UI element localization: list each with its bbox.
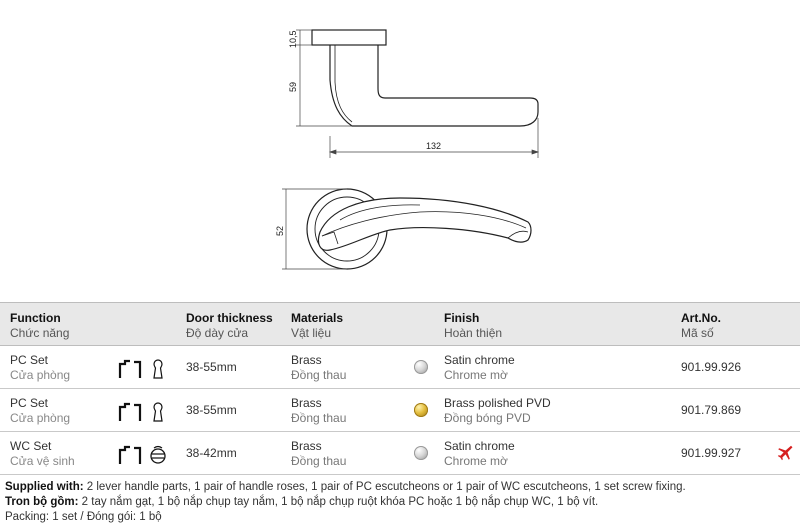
header-door	[186, 311, 273, 341]
finish-en: Brass polished PVD	[444, 396, 551, 410]
notes	[5, 480, 800, 525]
row-material	[291, 396, 346, 426]
table-row	[0, 346, 800, 389]
function-en: PC Set	[10, 396, 49, 410]
supplied-with	[5, 480, 800, 495]
finish-vi: Chrome mờ	[444, 368, 508, 382]
row-finish	[444, 396, 551, 426]
material-vi: Đồng thau	[291, 368, 347, 382]
tron-text: 2 tay nắm gạt, 1 bộ nắp chụp tay nắm, 1 bộ nắp chụp ruột khóa PC hoặc 1 bộ nắp chụp WC, 1 bộ vít.	[78, 496, 599, 508]
art-number: 901.79.869	[681, 403, 742, 417]
dim-rose-height: 10,5	[288, 30, 298, 48]
door-thickness: 38-55mm	[186, 403, 237, 417]
table-header	[0, 302, 800, 346]
profile-cylinder-icon	[118, 358, 174, 380]
row-finish	[444, 353, 515, 383]
material-en: Brass	[291, 353, 322, 367]
header-art-en: Art.No.	[681, 311, 721, 325]
tron-bo-gom	[5, 495, 800, 510]
function-en: WC Set	[10, 439, 52, 453]
function-en: PC Set	[10, 353, 49, 367]
dim-rose-diameter: 52	[275, 225, 285, 236]
header-finish-vi: Hoàn thiện	[444, 326, 503, 340]
spec-table	[0, 302, 800, 475]
finish-vi: Chrome mờ	[444, 454, 508, 468]
header-function	[10, 311, 69, 341]
header-finish	[444, 311, 502, 341]
airplane-icon	[776, 444, 794, 462]
door-thickness: 38-42mm	[186, 446, 237, 460]
row-function	[10, 353, 70, 383]
finish-swatch	[414, 360, 428, 374]
supplied-text: 2 lever handle parts, 1 pair of handle roses, 1 pair of PC escutcheons or 1 pair of WC escutcheons, 1 set screw fixing.	[83, 481, 686, 493]
side-view	[312, 30, 538, 126]
packing: Packing: 1 set / Đóng gói: 1 bộ	[5, 511, 162, 523]
row-function	[10, 439, 75, 469]
header-door-vi: Độ dày cửa	[186, 326, 249, 340]
header-function-en: Function	[10, 311, 61, 325]
tron-label: Tron bộ gồm:	[5, 496, 79, 508]
profile-cylinder-icon	[118, 401, 174, 423]
function-vi: Cửa phòng	[10, 368, 71, 382]
function-vi: Cửa phòng	[10, 411, 71, 425]
finish-swatch	[414, 446, 428, 460]
header-door-en: Door thickness	[186, 311, 273, 325]
dim-lever-height: 59	[288, 81, 298, 92]
header-art-vi: Mã số	[681, 326, 714, 340]
material-en: Brass	[291, 439, 322, 453]
art-number: 901.99.926	[681, 360, 742, 374]
header-art	[681, 311, 721, 341]
table-row	[0, 432, 800, 475]
finish-swatch	[414, 403, 428, 417]
row-function	[10, 396, 70, 426]
header-finish-en: Finish	[444, 311, 480, 325]
table-row	[0, 389, 800, 432]
material-vi: Đồng thau	[291, 411, 347, 425]
dim-length: 132	[426, 141, 442, 151]
header-materials	[291, 311, 343, 341]
row-finish	[444, 439, 515, 469]
material-vi: Đồng thau	[291, 454, 347, 468]
function-vi: Cửa vệ sinh	[10, 454, 75, 468]
header-materials-vi: Vật liệu	[291, 326, 332, 340]
header-materials-en: Materials	[291, 311, 344, 325]
supplied-label: Supplied with:	[5, 481, 84, 493]
finish-vi: Đồng bóng PVD	[444, 411, 531, 425]
art-number: 901.99.927	[681, 446, 742, 460]
header-function-vi: Chức năng	[10, 326, 70, 340]
material-en: Brass	[291, 396, 322, 410]
door-thickness: 38-55mm	[186, 360, 237, 374]
wc-turn-icon	[118, 444, 174, 466]
finish-en: Satin chrome	[444, 439, 515, 453]
row-material	[291, 439, 346, 469]
front-view	[307, 189, 531, 269]
row-material	[291, 353, 346, 383]
finish-en: Satin chrome	[444, 353, 515, 367]
